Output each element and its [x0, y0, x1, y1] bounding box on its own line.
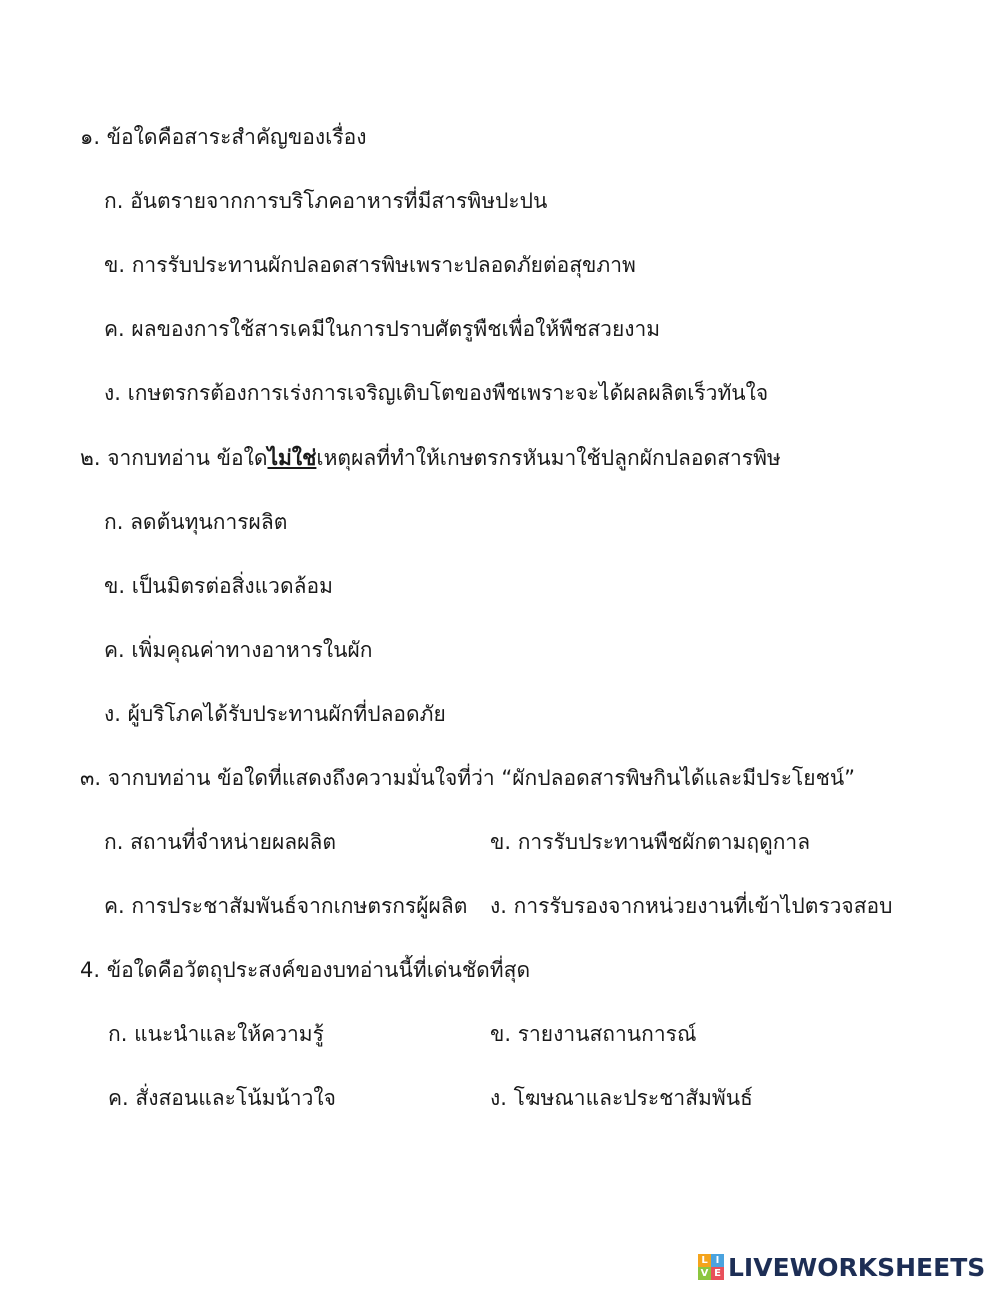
- logo-mark-letter-l: L: [698, 1254, 711, 1267]
- question-4-option-a[interactable]: ก. แนะนำและให้ความรู้: [108, 1022, 324, 1046]
- question-3-text: ๓. จากบทอ่าน ข้อใดที่แสดงถึงความมั่นใจที่ว่า “ผักปลอดสารพิษกินได้และมีประโยชน์”: [80, 766, 856, 790]
- question-2-option-c[interactable]: ค. เพิ่มคุณค่าทางอาหารในผัก: [104, 638, 373, 662]
- question-4-text: 4. ข้อใดคือวัตถุประสงค์ของบทอ่านนี้ที่เด่นชัดที่สุด: [80, 958, 531, 982]
- question-4-option-b[interactable]: ข. รายงานสถานการณ์: [490, 1022, 697, 1046]
- question-1-option-b[interactable]: ข. การรับประทานผักปลอดสารพิษเพราะปลอดภัยต่อสุขภาพ: [104, 253, 636, 277]
- logo-mark-letter-i: I: [711, 1254, 724, 1267]
- question-1-option-c[interactable]: ค. ผลของการใช้สารเคมีในการปราบศัตรูพืชเพื่อให้พืชสวยงาม: [104, 317, 661, 341]
- question-2-text-before: ๒. จากบทอ่าน ข้อใด: [80, 446, 268, 470]
- question-2-text-after: เหตุผลที่ทำให้เกษตรกรหันมาใช้ปลูกผักปลอดสารพิษ: [316, 446, 781, 470]
- logo-mark-letter-v: V: [698, 1267, 711, 1280]
- question-1-text: ๑. ข้อใดคือสาระสำคัญของเรื่อง: [80, 125, 367, 149]
- liveworksheets-logo-text: LIVEWORKSHEETS: [728, 1252, 986, 1282]
- liveworksheets-logo: [698, 1252, 985, 1282]
- question-3-option-c[interactable]: ค. การประชาสัมพันธ์จากเกษตรกรผู้ผลิต: [104, 894, 468, 918]
- question-1-option-a[interactable]: ก. อันตรายจากการบริโภคอาหารที่มีสารพิษปะปน: [104, 189, 548, 213]
- question-2-option-b[interactable]: ข. เป็นมิตรต่อสิ่งแวดล้อม: [104, 574, 333, 598]
- question-2-option-d[interactable]: ง. ผู้บริโภคได้รับประทานผักที่ปลอดภัย: [104, 702, 446, 726]
- question-3-option-d[interactable]: ง. การรับรองจากหน่วยงานที่เข้าไปตรวจสอบ: [490, 894, 893, 918]
- question-2-option-a[interactable]: ก. ลดต้นทุนการผลิต: [104, 510, 288, 534]
- question-4-option-c[interactable]: ค. สั่งสอนและโน้มน้าวใจ: [108, 1086, 336, 1110]
- logo-mark-letter-e: E: [711, 1267, 724, 1280]
- question-3-option-a[interactable]: ก. สถานที่จำหน่ายผลผลิต: [104, 830, 336, 854]
- liveworksheets-logo-icon: [698, 1254, 724, 1280]
- question-2-emphasis: ไม่ใช่: [267, 446, 317, 470]
- question-2-text: [80, 443, 781, 473]
- question-1-option-d[interactable]: ง. เกษตรกรต้องการเร่งการเจริญเติบโตของพืชเพราะจะได้ผลผลิตเร็วทันใจ: [104, 381, 769, 405]
- question-4-option-d[interactable]: ง. โฆษณาและประชาสัมพันธ์: [490, 1086, 753, 1110]
- question-3-option-b[interactable]: ข. การรับประทานพืชผักตามฤดูกาล: [490, 830, 811, 854]
